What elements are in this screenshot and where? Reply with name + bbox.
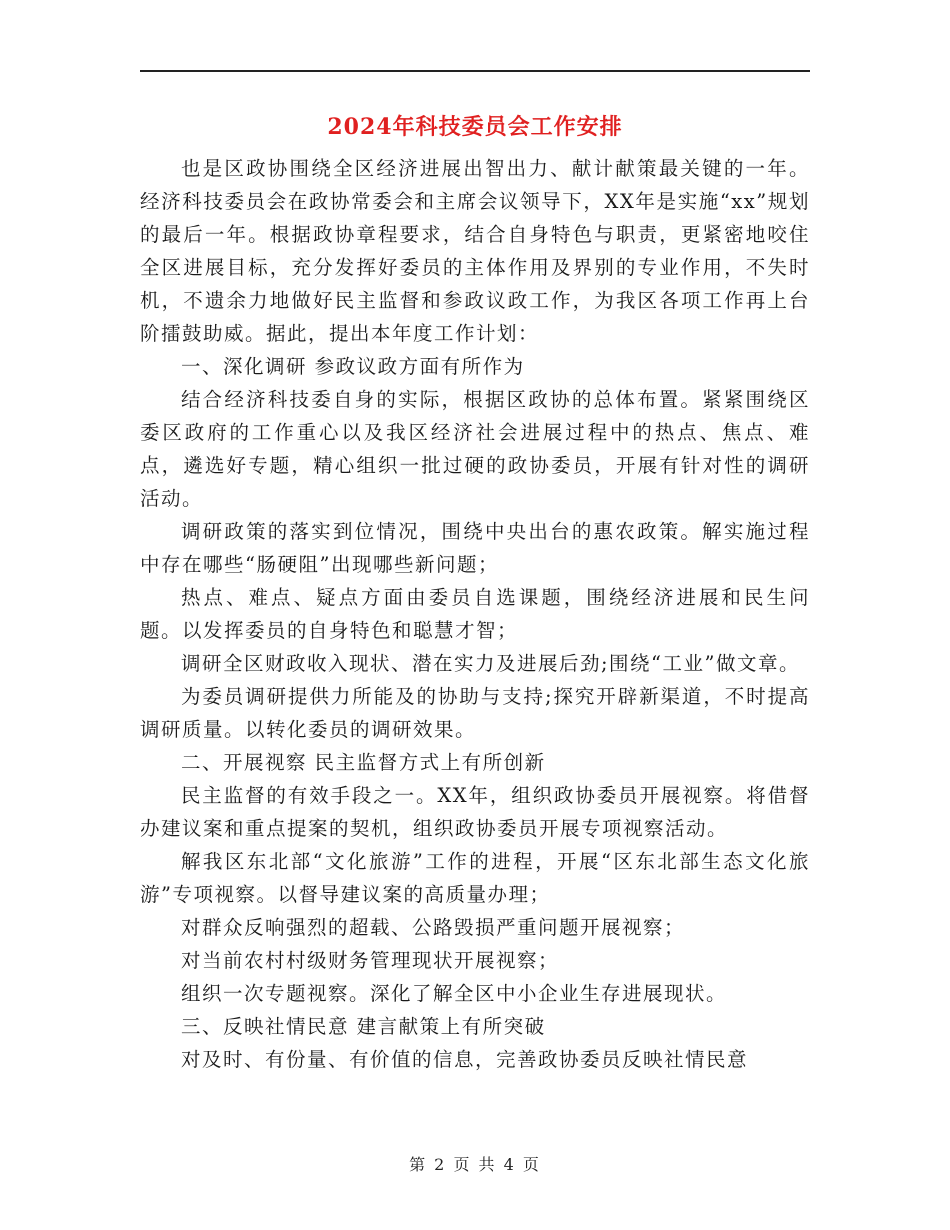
intro-paragraph: 也是区政协围绕全区经济进展出智出力、献计献策最关键的一年。经济科技委员会在政协常委会和主席会议领导下，XX年是实施“xx”规划的最后一年。根据政协章程要求，结合自身特色与职责，更紧密地咬住全区进展目标，充分发挥好委员的主体作用及界别的专业作用，不失时机，不遗余力地做好民主监督和参政议政工作，为我区各项工作再上台阶擂鼓助威。据此，提出本年度工作计划： — [140, 157, 810, 345]
header-rule — [140, 70, 810, 72]
document-body — [140, 152, 810, 1076]
document-title: 2024年科技委员会工作安排 — [327, 114, 623, 140]
section-heading-2: 二、开展视察 民主监督方式上有所创新 — [180, 751, 546, 774]
body-paragraph: 调研全区财政收入现状、潜在实力及进展后劲;围绕“工业”做文章。 — [180, 652, 800, 675]
body-paragraph: 组织一次专题视察。深化了解全区中小企业生存进展现状。 — [180, 982, 727, 1005]
body-paragraph: 调研政策的落实到位情况，围绕中央出台的惠农政策。解实施过程中存在哪些“肠硬阻”出现哪些新问题； — [140, 520, 810, 576]
body-paragraph: 对当前农村村级财务管理现状开展视察； — [180, 949, 559, 972]
body-paragraph: 对及时、有份量、有价值的信息，完善政协委员反映社情民意 — [180, 1048, 748, 1071]
section-heading-3: 三、反映社情民意 建言献策上有所突破 — [180, 1015, 546, 1038]
section-heading-1: 一、深化调研 参政议政方面有所作为 — [180, 355, 525, 378]
body-paragraph: 民主监督的有效手段之一。XX年，组织政协委员开展视察。将借督办建议案和重点提案的契机，组织政协委员开展专项视察活动。 — [140, 784, 810, 840]
page-number-footer: 第 2 页 共 4 页 — [409, 1155, 541, 1174]
body-paragraph: 为委员调研提供力所能及的协助与支持;探究开辟新渠道，不时提高调研质量。以转化委员的调研效果。 — [140, 685, 810, 741]
body-paragraph: 结合经济科技委自身的实际，根据区政协的总体布置。紧紧围绕区委区政府的工作重心以及我区经济社会进展过程中的热点、焦点、难点，遴选好专题，精心组织一批过硬的政协委员，开展有针对性的调研活动。 — [140, 388, 810, 510]
body-paragraph: 解我区东北部“文化旅游”工作的进程，开展“区东北部生态文化旅游”专项视察。以督导建议案的高质量办理； — [140, 850, 810, 906]
body-paragraph: 热点、难点、疑点方面由委员自选课题，围绕经济进展和民生问题。以发挥委员的自身特色和聪慧才智； — [140, 586, 810, 642]
body-paragraph: 对群众反响强烈的超载、公路毁损严重问题开展视察； — [180, 916, 685, 939]
